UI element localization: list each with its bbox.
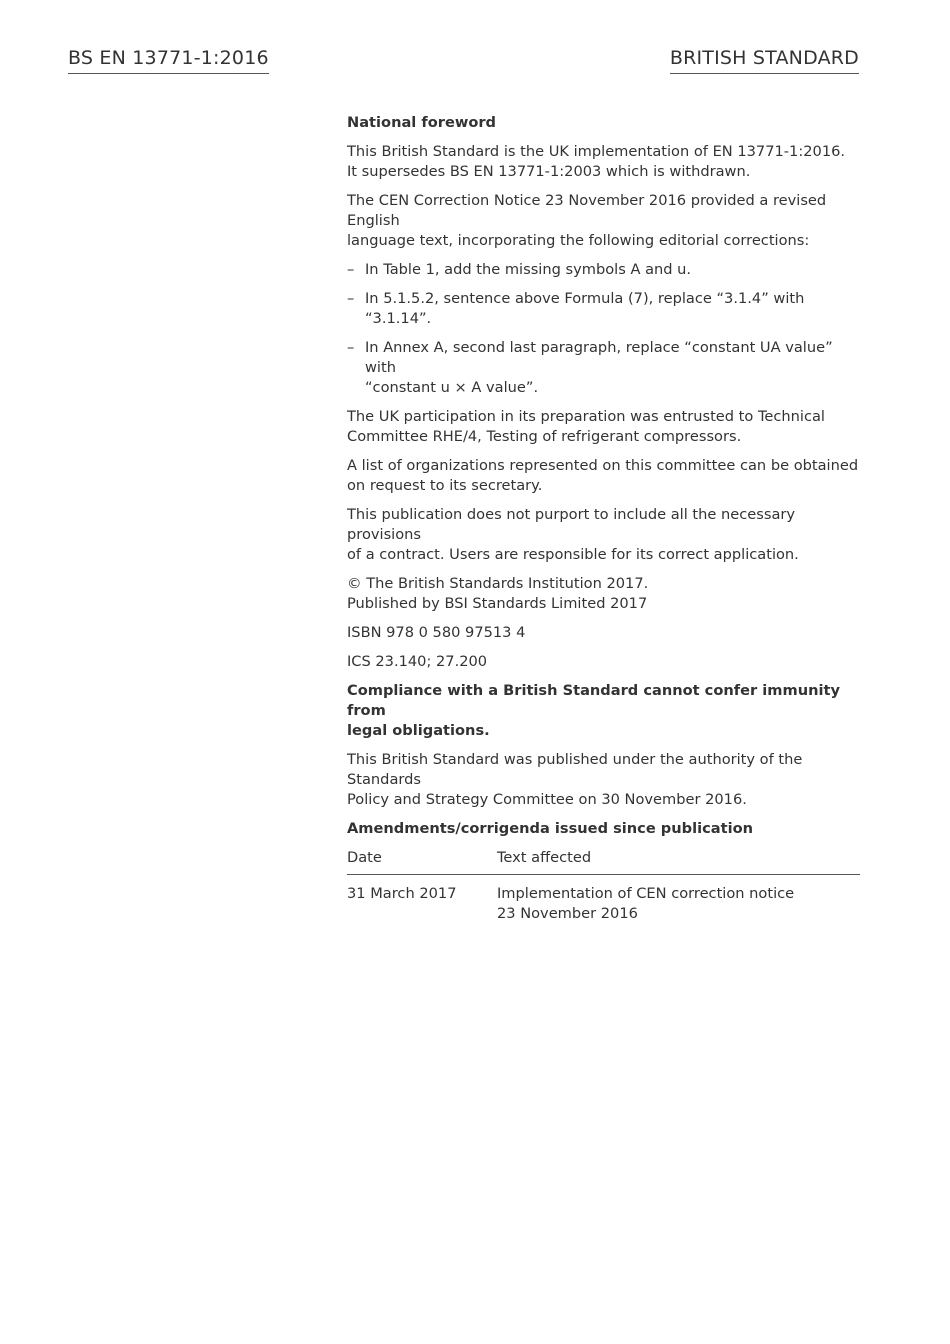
amendments-title: Amendments/corrigenda issued since publication (347, 820, 753, 837)
correction-notice-line: language text, incorporating the following editorial corrections: (347, 232, 810, 249)
table-header-row (347, 848, 860, 875)
isbn: ISBN 978 0 580 97513 4 (347, 624, 526, 641)
copyright-paragraph (347, 574, 860, 614)
participation-paragraph (347, 407, 860, 447)
correction-notice-paragraph (347, 191, 860, 251)
organizations-paragraph (347, 456, 860, 496)
authority-line: This British Standard was published under the authority of the Standards (347, 751, 803, 788)
authority-paragraph (347, 750, 860, 810)
ics-code: ICS 23.140; 27.200 (347, 653, 488, 670)
list-item (347, 338, 860, 398)
compliance-line: legal obligations. (347, 722, 490, 739)
intro-line: It supersedes BS EN 13771-1:2003 which is withdrawn. (347, 163, 751, 180)
list-item (347, 260, 860, 280)
copyright-line: © The British Standards Institution 2017. (347, 575, 649, 592)
dash-bullet: – (347, 339, 355, 356)
amendment-text-line: Implementation of CEN correction notice (497, 885, 795, 902)
correction-text: In Annex A, second last paragraph, replace “constant UA value” with (365, 339, 833, 376)
amendment-date: 31 March 2017 (347, 885, 457, 902)
participation-line: The UK participation in its preparation was entrusted to Technical (347, 408, 825, 425)
provisions-line: This publication does not purport to include all the necessary provisions (347, 506, 796, 543)
provisions-paragraph (347, 505, 860, 565)
header-publisher-label: BRITISH STANDARD (670, 46, 859, 74)
column-header-date: Date (347, 849, 382, 866)
correction-text: “constant u × A value”. (365, 379, 539, 396)
foreword-title: National foreword (347, 114, 497, 131)
intro-paragraph (347, 142, 860, 182)
dash-bullet: – (347, 290, 355, 307)
copyright-line: Published by BSI Standards Limited 2017 (347, 595, 648, 612)
provisions-line: of a contract. Users are responsible for its correct application. (347, 546, 799, 563)
compliance-line: Compliance with a British Standard cannot confer immunity from (347, 682, 840, 719)
correction-text: In 5.1.5.2, sentence above Formula (7), replace “3.1.4” with “3.1.14”. (365, 290, 805, 327)
correction-notice-line: The CEN Correction Notice 23 November 2016 provided a revised English (347, 192, 827, 229)
column-header-text-affected: Text affected (497, 849, 592, 866)
organizations-line: on request to its secretary. (347, 477, 543, 494)
organizations-line: A list of organizations represented on this committee can be obtained (347, 457, 859, 474)
participation-line: Committee RHE/4, Testing of refrigerant compressors. (347, 428, 742, 445)
amendments-table (347, 848, 860, 924)
national-foreword (347, 113, 860, 924)
amendment-text (497, 884, 860, 924)
list-item (347, 289, 860, 329)
table-row (347, 884, 860, 924)
corrections-list (347, 260, 860, 398)
compliance-statement (347, 681, 860, 741)
dash-bullet: – (347, 261, 355, 278)
intro-line: This British Standard is the UK implementation of EN 13771-1:2016. (347, 143, 846, 160)
header-document-code: BS EN 13771-1:2016 (68, 46, 269, 74)
authority-line: Policy and Strategy Committee on 30 November 2016. (347, 791, 747, 808)
correction-text: In Table 1, add the missing symbols A and u. (365, 261, 692, 278)
amendment-text-line: 23 November 2016 (497, 905, 638, 922)
